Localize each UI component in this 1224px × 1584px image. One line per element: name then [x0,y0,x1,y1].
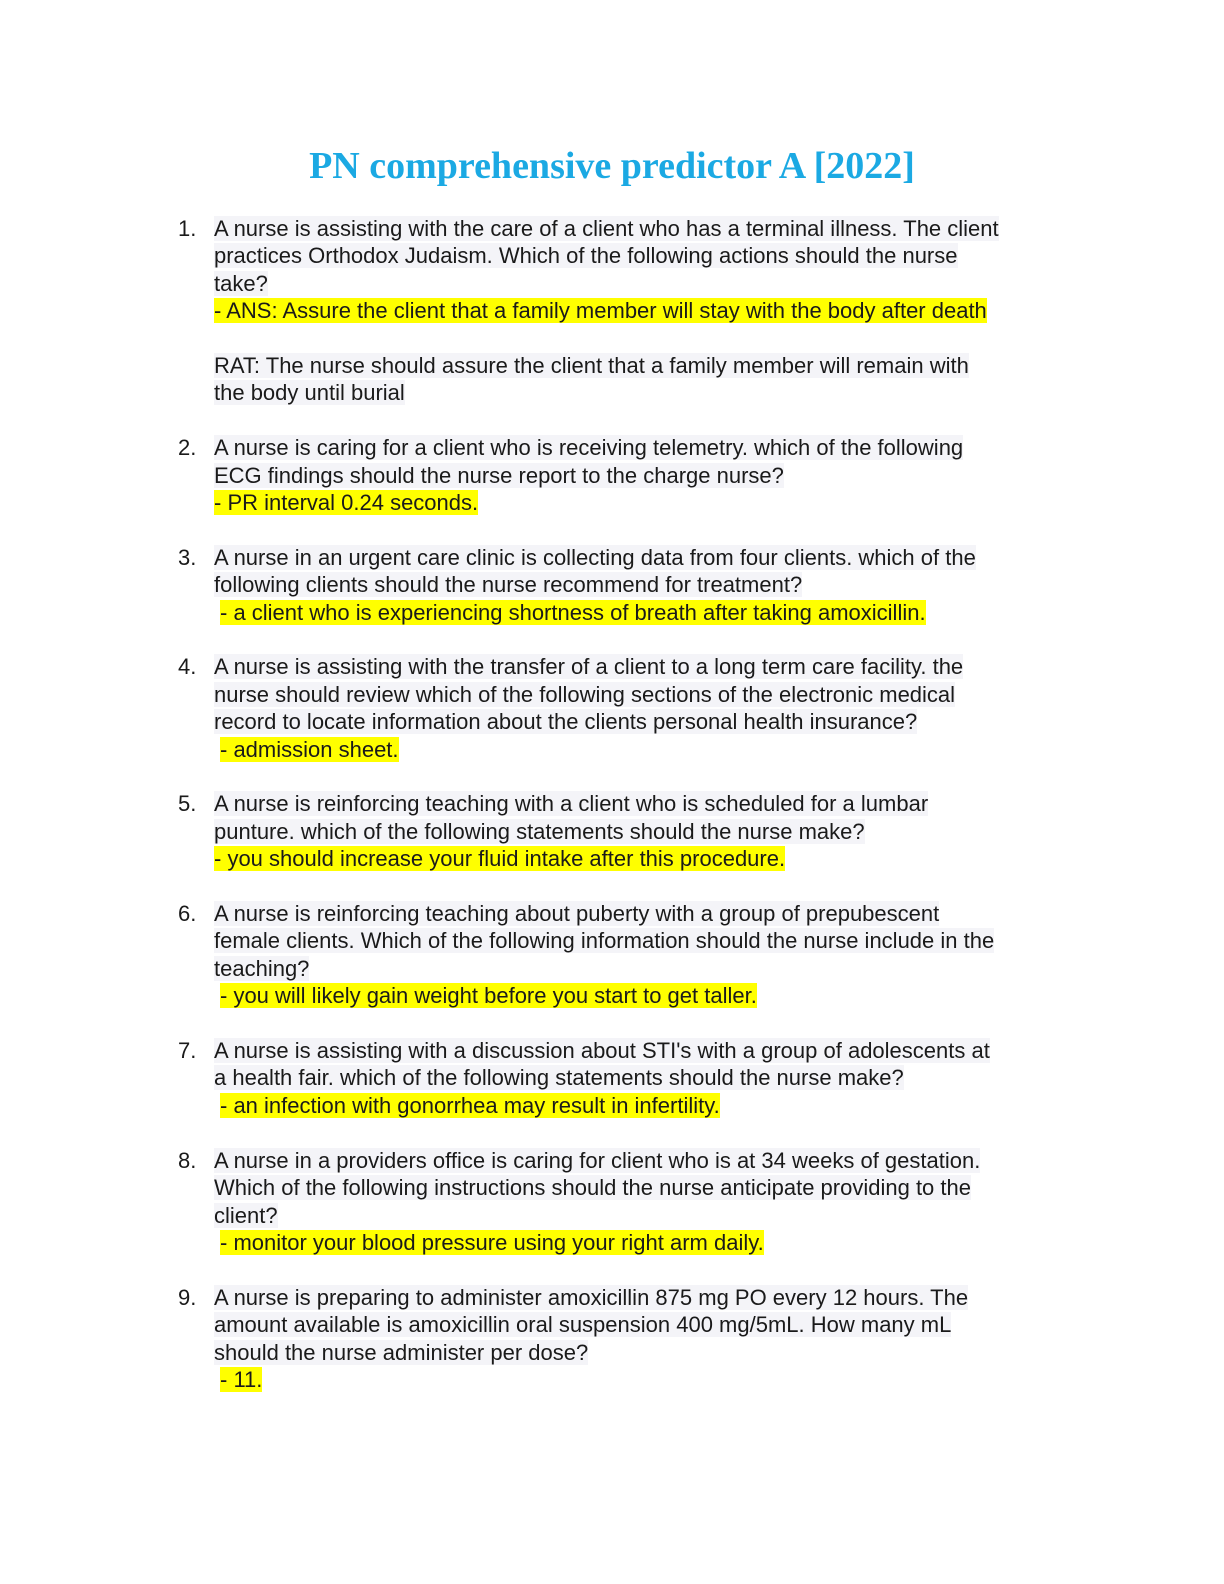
highlighted-answer: - 11. [220,1366,263,1392]
question-number: 9. [178,1284,197,1310]
question-item [0,1284,1074,1394]
question-item [0,790,1074,872]
highlighted-answer: - an infection with gonorrhea may result in infertility. [220,1092,720,1118]
question-item [0,653,1074,763]
question-text-line: a health fair. which of the following statements should the nurse make? [214,1065,904,1091]
question-item [0,900,1074,1010]
question-text-line: A nurse is assisting with the transfer of a client to a long term care facility. the [214,654,964,680]
highlighted-answer: - you will likely gain weight before you start to get taller. [220,983,757,1009]
question-text-line: Which of the following instructions should the nurse anticipate providing to the [214,1175,971,1201]
question-text-line: amount available is amoxicillin oral suspension 400 mg/5mL. How many mL [214,1312,952,1338]
highlighted-answer: - monitor your blood pressure using your right arm daily. [220,1229,764,1255]
question-text-line: punture. which of the following statements should the nurse make? [214,818,865,844]
rationale-line: RAT: The nurse should assure the client that a family member will remain with [214,353,969,379]
question-text-line: take? [214,270,268,296]
question-text-line: A nurse is reinforcing teaching about puberty with a group of prepubescent [214,901,940,927]
question-number: 8. [178,1147,197,1173]
question-item [0,1147,1074,1257]
highlighted-answer: - you should increase your fluid intake after this procedure. [214,846,786,872]
question-item [0,544,1074,626]
document-title: PN comprehensive predictor A [2022] [309,145,915,187]
question-item [0,434,1074,516]
question-text-line: A nurse is assisting with the care of a client who has a terminal illness. The client [214,216,999,241]
question-text-line: A nurse in a providers office is caring for client who is at 34 weeks of gestation. [214,1147,981,1173]
question-text-line: following clients should the nurse recommend for treatment? [214,572,803,598]
question-number: 5. [178,791,197,817]
highlighted-answer: - admission sheet. [220,736,399,762]
question-text-line: A nurse is reinforcing teaching with a client who is scheduled for a lumbar [214,791,929,817]
question-item [0,215,1074,407]
question-number: 6. [178,901,197,927]
question-text-line: A nurse in an urgent care clinic is collecting data from four clients. which of the [214,544,976,570]
question-text-line: client? [214,1202,278,1228]
question-number: 1. [178,216,197,241]
rationale-line: the body until burial [214,380,405,406]
highlighted-answer: - a client who is experiencing shortness of breath after taking amoxicillin. [220,599,926,625]
question-text-line: A nurse is preparing to administer amoxicillin 875 mg PO every 12 hours. The [214,1284,969,1310]
question-list [0,215,1224,1393]
question-text-line: ECG findings should the nurse report to the charge nurse? [214,462,784,488]
question-number: 3. [178,544,197,570]
question-text-line: practices Orthodox Judaism. Which of the following actions should the nurse [214,243,958,269]
highlighted-answer: - ANS: Assure the client that a family member will stay with the body after death [214,298,987,324]
highlighted-answer: - PR interval 0.24 seconds. [214,490,479,516]
question-number: 2. [178,435,197,461]
question-text-line: nurse should review which of the following sections of the electronic medical [214,681,956,707]
question-number: 4. [178,654,197,680]
question-text-line: teaching? [214,955,310,981]
question-text-line: record to locate information about the clients personal health insurance? [214,709,918,735]
question-text-line: A nurse is caring for a client who is receiving telemetry. which of the following [214,435,964,461]
question-item [0,1037,1074,1119]
question-number: 7. [178,1038,197,1064]
question-text-line: A nurse is assisting with a discussion about STI's with a group of adolescents at [214,1038,990,1064]
question-text-line: should the nurse administer per dose? [214,1339,589,1365]
question-text-line: female clients. Which of the following information should the nurse include in the [214,928,995,954]
